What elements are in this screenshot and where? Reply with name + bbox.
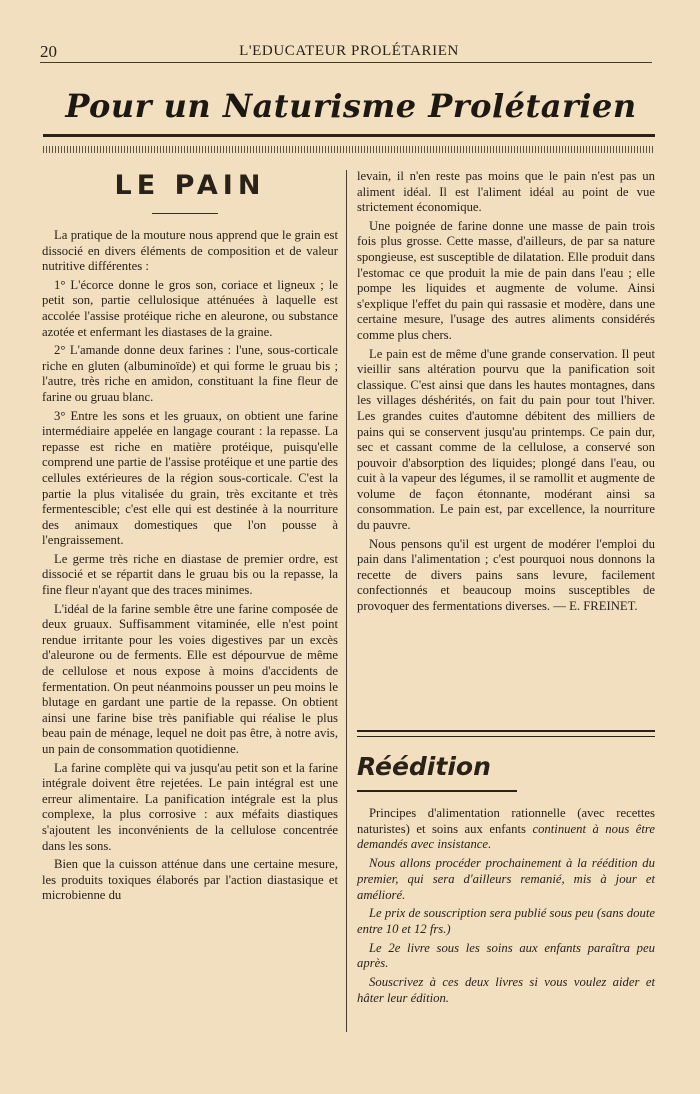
main-title: Pour un Naturisme Prolétarien xyxy=(65,87,637,125)
reedition-paragraph: Nous allons procéder prochainement à la réédition du premier, qui sera d'ailleurs remanié, mis à jour et amélioré. xyxy=(357,856,655,902)
page-number: 20 xyxy=(40,42,57,61)
paragraph: L'idéal de la farine semble être une farine composée de deux gruaux. Suffisamment vitaminée, elle n'est point rendue irritante pour les voies digestives par un excès d'aleurone ou de ferments. Elle est dépourvue de même de cellulose et nous expose à moins d'accidents de fermentation. On peut néanmoins pousser un peu moins le blutage en gardant une partie de la repasse. On obtient ainsi une farine bise très panifiable qui réalise le plus beau pain de ménage, lequel ne doit pas être, à notre avis, un pain de consommation quotidienne. xyxy=(42,601,338,756)
reedition-paragraph: Le 2e livre sous les soins aux enfants paraîtra peu après. xyxy=(357,940,655,971)
running-header xyxy=(40,42,658,62)
reedition-paragraph xyxy=(357,806,655,853)
title-rule-hatched xyxy=(43,146,655,153)
section-separator-thin xyxy=(357,736,655,737)
paragraph: 3° Entre les sons et les gruaux, on obtient une farine intermédiaire appelée en langage courant : la repasse. La repasse est riche en matière protéique, puisqu'elle comprend une partie de l'assise protéique et une partie des cellules extérieures de la région sous-corticale. C'est la partie la plus vitalisée du grain, très excitante et très fermentescible; c'est elle qui est destinée à la nourriture des animaux domestiques que l'on pousse à l'engraissement. xyxy=(42,408,338,548)
paragraph: Une poignée de farine donne une masse de pain trois fois plus grosse. Cette masse, d'ailleurs, de par sa nature spongieuse, est susceptible de dilatation. Elle produit dans l'estomac ce que produit la mie de pain dans l'eau ; elle pompe les liquides et augmente de volume. Ainsi s'explique l'effet du pain qui rassasie et modère, dans une certaine mesure, l'usage des autres aliments considérés comme plus chers. xyxy=(357,218,655,342)
reedition-text-italic: continuent à nous être demandés avec insistance. xyxy=(357,821,656,852)
article-title-rule xyxy=(152,213,218,214)
article-column-left xyxy=(42,228,338,907)
reedition-title-rule xyxy=(357,790,517,792)
reedition-notice xyxy=(357,806,655,1009)
paragraph: 1° L'écorce donne le gros son, coriace et ligneux ; le petit son, partie cellulosique atténuées à laquelle est accolée l'assise protéique riche en aleurone, ou substance azotée et enfermant les diastases de la graine. xyxy=(42,277,338,339)
title-rule-thick xyxy=(43,134,655,137)
paragraph: levain, il n'en reste pas moins que le pain n'est pas un aliment idéal. Il est l'aliment idéal au point de vue strictement économique. xyxy=(357,169,655,215)
paragraph: 2° L'amande donne deux farines : l'une, sous-corticale riche en gluten (albuminoïde) et qui forme le gruau bis ; l'autre, très riche en amidon, constituant la fine fleur de farine ou gruau blanc. xyxy=(42,343,338,404)
header-rule xyxy=(40,62,652,63)
reedition-title: Réédition xyxy=(357,752,491,781)
paragraph: Le pain est de même d'une grande conservation. Il peut vieillir sans altération pourvu que la panification soit classique. C'est ainsi que dans les hautes montagnes, dans les villages déshérités, on fait du pain pour tout l'hiver. Les grandes cuites d'automne débitent des milliers de pains qui se conservent jusqu'au printemps. Ce pain dur, sec et cassant comme de la cellulose, a conservé son pouvoir d'absorption des liquides; plongé dans l'eau, ou cuit à la vapeur des légumes, il se ramollit et augmente de volume de façon étonnante, modérant ainsi sa consommation. Le pain est, par excellence, la nourriture du pauvre. xyxy=(357,346,655,533)
article-title: LE PAIN xyxy=(114,170,266,201)
section-separator xyxy=(357,730,655,732)
journal-title: L'EDUCATEUR PROLÉTARIEN xyxy=(239,43,459,59)
paragraph: Nous pensons qu'il est urgent de modérer l'emploi du pain dans l'alimentation ; c'est pourquoi nous donnons la recette de divers pains sans levure, facilement confectionnés et beaucoup moins susceptibles de provoquer des fermentations diverses. — E. FREINET. xyxy=(357,536,655,614)
paragraph: La pratique de la mouture nous apprend que le grain est dissocié en divers éléments de composition et de valeur nutritive différentes : xyxy=(42,228,338,274)
paragraph: La farine complète qui va jusqu'au petit son et la farine intégrale doivent être rejetées. Le pain intégral est une erreur alimentaire. La panification intégrale est la plus complexe, la plus corrosive : aux méfaits diastiques s'ajoutent les inconvénients de la cellulose concentrée dans les sons. xyxy=(42,760,338,853)
paragraph: Bien que la cuisson atténue dans une certaine mesure, les produits toxiques élaborés par l'action diastasique et microbienne du xyxy=(42,857,338,903)
paragraph: Le germe très riche en diastase de premier ordre, est dissocié et se répartit dans le gruau bis ou la repasse, la fine fleur n'ayant que des traces minimes. xyxy=(42,551,338,598)
reedition-text: Principes d'alimentation rationnelle (avec recettes naturistes) et soins aux enfants xyxy=(357,806,655,836)
column-divider xyxy=(346,170,347,1032)
reedition-paragraph: Souscrivez à ces deux livres si vous voulez aider et hâter leur édition. xyxy=(357,975,655,1005)
article-column-right xyxy=(357,169,655,618)
reedition-paragraph: Le prix de souscription sera publié sous peu (sans doute entre 10 et 12 frs.) xyxy=(357,906,655,936)
